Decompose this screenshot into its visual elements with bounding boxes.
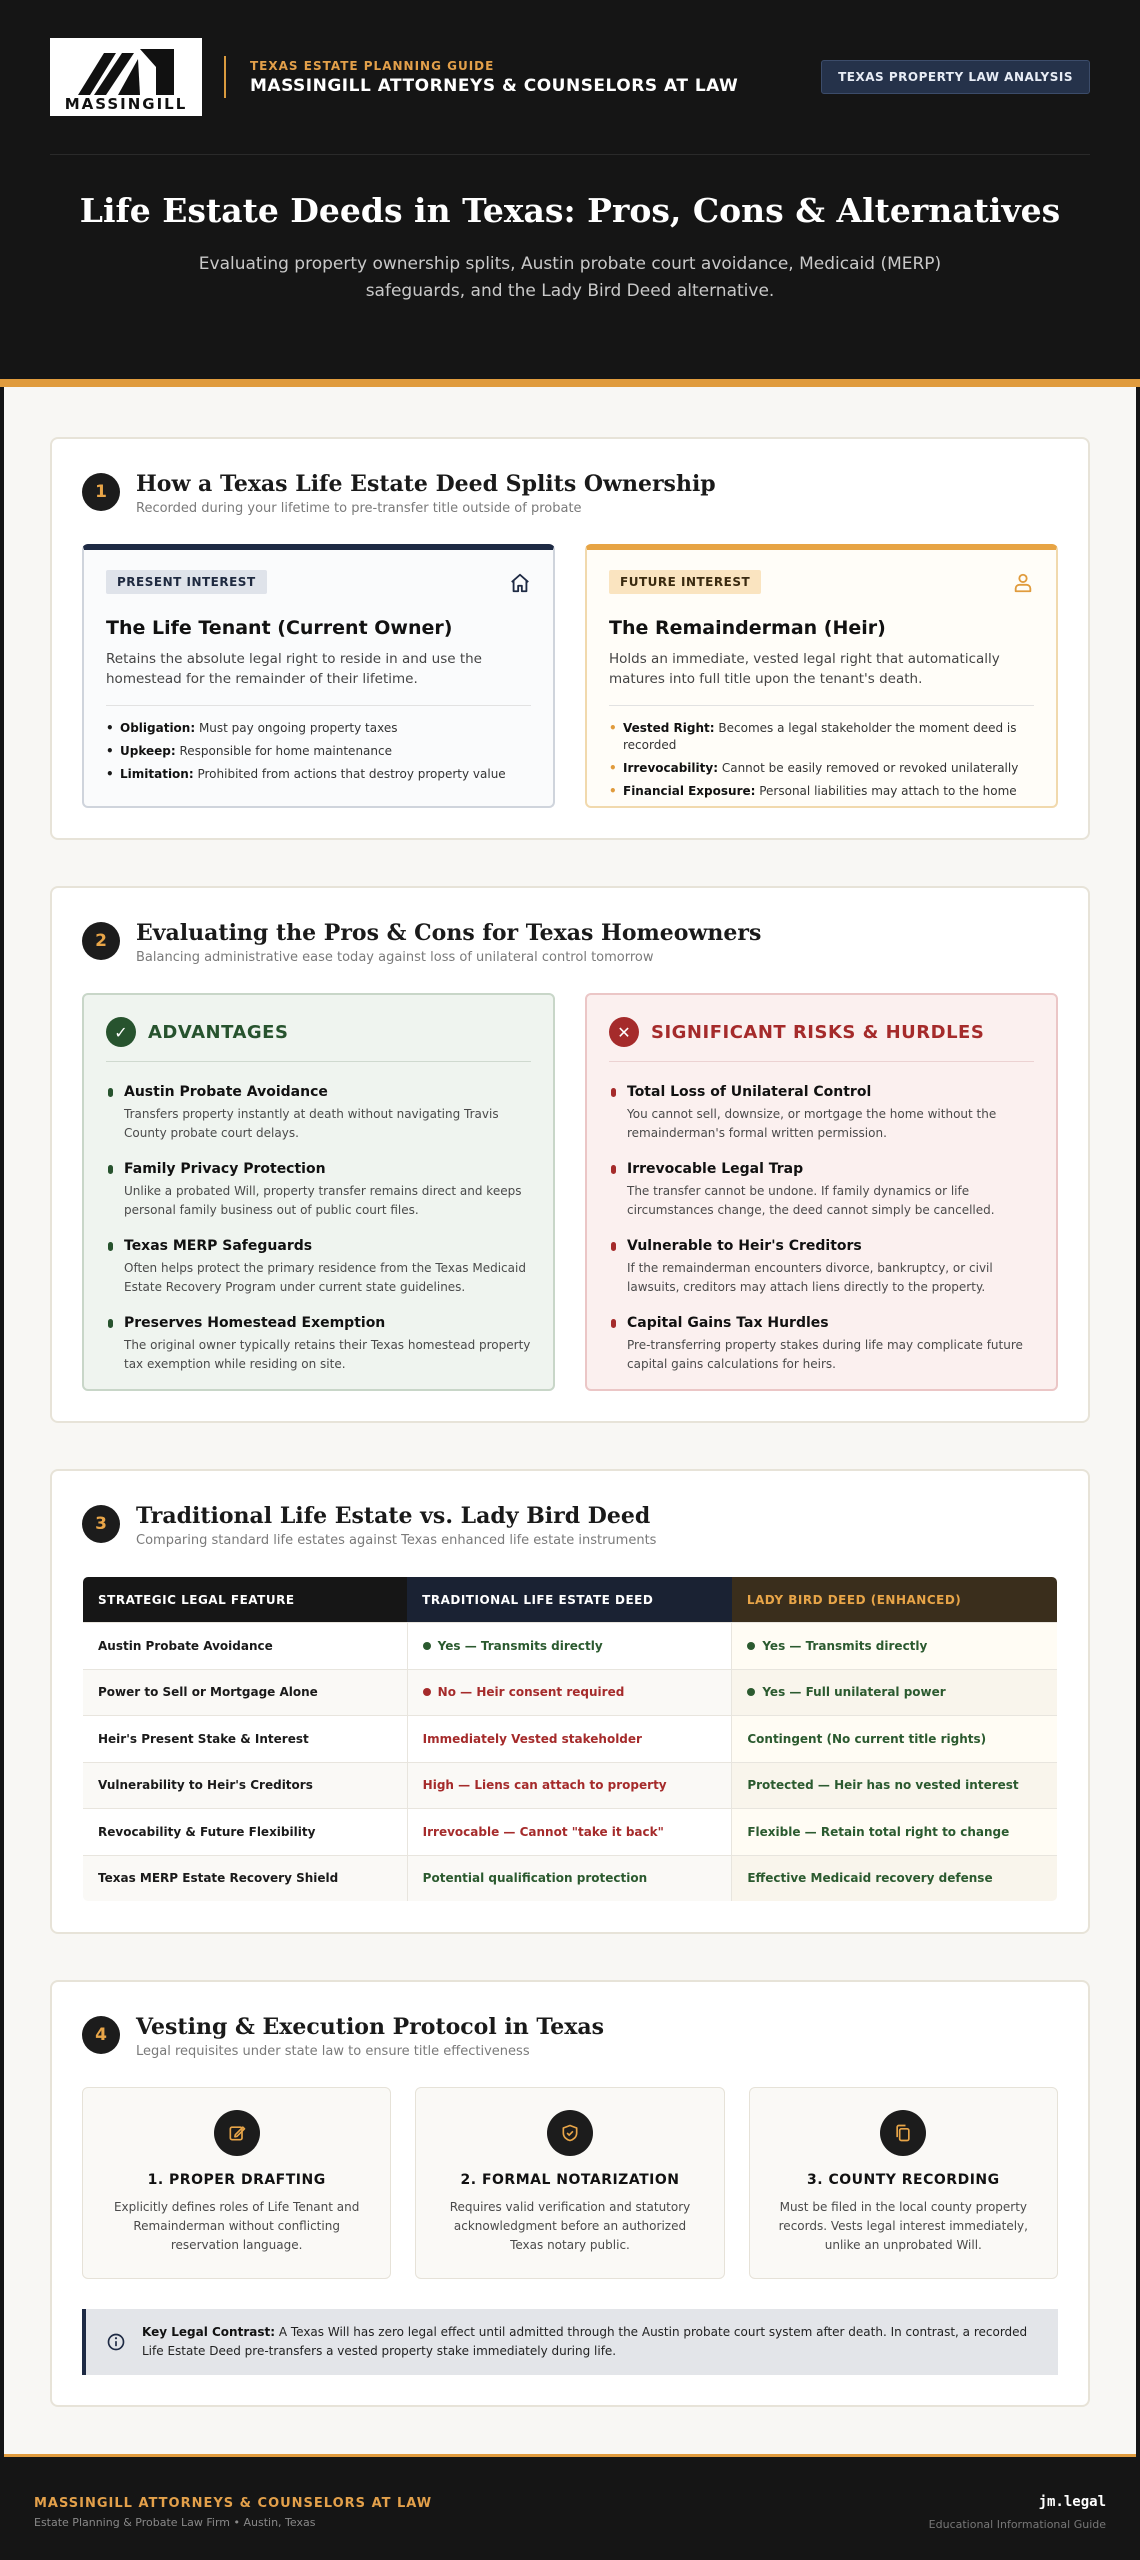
life-tenant-desc: Retains the absolute legal right to reside in and use the homestead for the remainder of their lifetime. — [106, 651, 482, 687]
contrast-text: Key Legal Contrast: A Texas Will has zero legal effect until admitted through the Austin probate court system after death. In contrast, a recorded Life Estate Deed pre-transfers a vested property stake immediately during life. — [142, 2325, 1028, 2358]
firm-name: MASSINGILL ATTORNEYS & COUNSELORS AT LAW — [250, 75, 739, 96]
section-number: 3 — [82, 1505, 120, 1543]
guide-eyebrow: TEXAS ESTATE PLANNING GUIDE — [250, 58, 495, 73]
page-title: Life Estate Deeds in Texas: Pros, Cons & Alternatives — [79, 191, 1061, 230]
section-subtitle: Recorded during your lifetime to pre-transfer title outside of probate — [136, 501, 582, 516]
list-item: • Irrevocability: Cannot be easily removed or revoked unilaterally — [609, 760, 1034, 777]
analysis-badge: TEXAS PROPERTY LAW ANALYSIS — [821, 60, 1090, 94]
table-cell: Austin Probate Avoidance — [83, 1623, 408, 1670]
section-subtitle: Balancing administrative ease today against loss of unilateral control tomorrow — [136, 950, 654, 965]
remainderman-list — [609, 720, 1034, 800]
table-cell: Potential qualification protection — [407, 1855, 732, 1902]
table-cell: Power to Sell or Mortgage Alone — [83, 1669, 408, 1716]
step-title: 1. PROPER DRAFTING — [147, 2172, 326, 2188]
status-dot-icon — [423, 1688, 431, 1696]
table-cell: Heir's Present Stake & Interest — [83, 1716, 408, 1763]
main-content — [4, 387, 1136, 2454]
table-row — [83, 1762, 1058, 1809]
list-item: • Vested Right: Becomes a legal stakeholder the moment deed is recorded — [609, 720, 1034, 754]
life-tenant-title: The Life Tenant (Current Owner) — [106, 617, 453, 639]
section-comparison — [50, 1469, 1090, 1934]
advantage-item: Preserves Homestead Exemption The original owner typically retains their Texas homestead property tax exemption while residing on site. — [106, 1315, 531, 1374]
key-legal-contrast-callout — [82, 2309, 1058, 2375]
step-text: Requires valid verification and statutory acknowledgment before an authorized Texas notary public. — [449, 2200, 691, 2252]
step-text: Must be filed in the local county property records. Vests legal interest immediately, unlike an unprobated Will. — [778, 2200, 1028, 2252]
future-interest-card — [585, 544, 1058, 808]
shield-check-icon — [547, 2110, 593, 2156]
risk-item: Total Loss of Unilateral Control You cannot sell, downsize, or mortgage the home without the remainderman's formal written permission. — [609, 1084, 1034, 1143]
section-header — [82, 918, 1058, 965]
close-icon: ✕ — [609, 1017, 639, 1047]
firm-block — [224, 56, 738, 98]
logo-text: MASSINGILL — [64, 95, 188, 113]
footer-subtitle: Estate Planning & Probate Law Firm • Austin, Texas — [34, 2515, 316, 2529]
column-header: LADY BIRD DEED (ENHANCED) — [732, 1577, 1058, 1623]
divider — [609, 705, 1034, 706]
footer-firm-name: MASSINGILL ATTORNEYS & COUNSELORS AT LAW — [34, 2495, 433, 2511]
column-header: STRATEGIC LEGAL FEATURE — [83, 1577, 408, 1623]
table-cell: High — Liens can attach to property — [407, 1762, 732, 1809]
advantages-title: ADVANTAGES — [148, 1021, 289, 1043]
table-cell: Contingent (No current title rights) — [732, 1716, 1058, 1763]
advantage-item: Austin Probate Avoidance Transfers property instantly at death without navigating Travis County probate court delays. — [106, 1084, 531, 1143]
life-tenant-list — [106, 720, 531, 783]
footer-domain-link[interactable]: jm.legal — [1038, 2493, 1106, 2510]
table-cell: Yes — Transmits directly — [732, 1623, 1058, 1670]
section-title: Vesting & Execution Protocol in Texas — [136, 2014, 604, 2040]
table-cell: Irrevocable — Cannot "take it back" — [407, 1809, 732, 1856]
step-recording — [749, 2087, 1058, 2279]
section-header — [82, 1501, 1058, 1548]
section-title: How a Texas Life Estate Deed Splits Ownership — [136, 471, 716, 497]
advantage-item: Family Privacy Protection Unlike a probated Will, property transfer remains direct and keeps personal family business out of public court files. — [106, 1161, 531, 1220]
table-cell: Protected — Heir has no vested interest — [732, 1762, 1058, 1809]
section-pros-cons — [50, 886, 1090, 1423]
table-row — [83, 1716, 1058, 1763]
step-notarization — [415, 2087, 724, 2279]
table-row — [83, 1623, 1058, 1670]
section-ownership-split — [50, 437, 1090, 840]
status-dot-icon — [423, 1642, 431, 1650]
table-cell: Effective Medicaid recovery defense — [732, 1855, 1058, 1902]
step-text: Explicitly defines roles of Life Tenant and Remainderman without conflicting reservation language. — [113, 2200, 360, 2252]
table-row — [83, 1855, 1058, 1902]
edit-icon — [214, 2110, 260, 2156]
divider — [106, 705, 531, 706]
step-drafting — [82, 2087, 391, 2279]
section-title: Traditional Life Estate vs. Lady Bird Deed — [136, 1503, 651, 1529]
status-dot-icon — [747, 1688, 755, 1696]
advantages-panel — [82, 993, 555, 1391]
table-row — [83, 1809, 1058, 1856]
table-cell: Yes — Transmits directly — [407, 1623, 732, 1670]
table-row — [83, 1669, 1058, 1716]
status-dot-icon — [747, 1642, 755, 1650]
section-subtitle: Legal requisites under state law to ensure title effectiveness — [136, 2044, 530, 2059]
list-item: • Financial Exposure: Personal liabilities may attach to the home — [609, 783, 1034, 800]
list-item: • Limitation: Prohibited from actions that destroy property value — [106, 766, 531, 783]
top-bar — [50, 0, 1090, 155]
table-cell: Vulnerability to Heir's Creditors — [83, 1762, 408, 1809]
step-title: 2. FORMAL NOTARIZATION — [460, 2172, 680, 2188]
section-subtitle: Comparing standard life estates against Texas enhanced life estate instruments — [136, 1533, 657, 1548]
table-cell: No — Heir consent required — [407, 1669, 732, 1716]
users-icon — [1012, 572, 1034, 594]
table-cell: Yes — Full unilateral power — [732, 1669, 1058, 1716]
list-item: • Obligation: Must pay ongoing property taxes — [106, 720, 531, 737]
firm-logo[interactable] — [50, 38, 202, 116]
present-interest-tag: PRESENT INTEREST — [106, 570, 267, 594]
header-accent-rule — [0, 379, 1140, 387]
page-subtitle: Evaluating property ownership splits, Austin probate court avoidance, Medicaid (MERP) safeguards, and the Lady Bird Deed alternative. — [198, 254, 942, 301]
risk-item: Irrevocable Legal Trap The transfer cannot be undone. If family dynamics or life circumstances change, the deed cannot simply be cancelled. — [609, 1161, 1034, 1220]
check-icon: ✓ — [106, 1017, 136, 1047]
table-cell: Texas MERP Estate Recovery Shield — [83, 1855, 408, 1902]
advantage-item: Texas MERP Safeguards Often helps protect the primary residence from the Texas Medicaid Estate Recovery Program under current state guidelines. — [106, 1238, 531, 1297]
risks-panel — [585, 993, 1058, 1391]
home-icon — [509, 572, 531, 594]
future-interest-tag: FUTURE INTEREST — [609, 570, 761, 594]
logo-mark-icon — [78, 45, 174, 95]
footer-guide-label: Educational Informational Guide — [928, 2517, 1106, 2531]
section-number: 1 — [82, 473, 120, 511]
remainderman-title: The Remainderman (Heir) — [609, 617, 886, 639]
list-item: • Upkeep: Responsible for home maintenance — [106, 743, 531, 760]
section-number: 2 — [82, 922, 120, 960]
risks-title: SIGNIFICANT RISKS & HURDLES — [651, 1021, 985, 1043]
column-header: TRADITIONAL LIFE ESTATE DEED — [407, 1577, 732, 1623]
table-cell: Immediately Vested stakeholder — [407, 1716, 732, 1763]
risk-item: Capital Gains Tax Hurdles Pre-transferring property stakes during life may complicate future capital gains calculations for heirs. — [609, 1315, 1034, 1374]
table-cell: Flexible — Retain total right to change — [732, 1809, 1058, 1856]
table-header-row — [83, 1577, 1058, 1623]
info-icon — [106, 2332, 126, 2352]
step-title: 3. COUNTY RECORDING — [807, 2172, 1000, 2188]
page-footer — [0, 2457, 1140, 2560]
section-title: Evaluating the Pros & Cons for Texas Homeowners — [136, 920, 762, 946]
page-header — [0, 0, 1140, 387]
remainderman-desc: Holds an immediate, vested legal right that automatically matures into full title upon the tenant's death. — [609, 651, 1000, 687]
table-cell: Revocability & Future Flexibility — [83, 1809, 408, 1856]
comparison-table — [82, 1576, 1058, 1902]
copy-icon — [880, 2110, 926, 2156]
present-interest-card — [82, 544, 555, 808]
section-execution-protocol — [50, 1980, 1090, 2407]
section-header — [82, 469, 1058, 516]
risk-item: Vulnerable to Heir's Creditors If the remainderman encounters divorce, bankruptcy, or civil lawsuits, creditors may attach liens directly to the property. — [609, 1238, 1034, 1297]
section-number: 4 — [82, 2016, 120, 2054]
section-header — [82, 2012, 1058, 2059]
